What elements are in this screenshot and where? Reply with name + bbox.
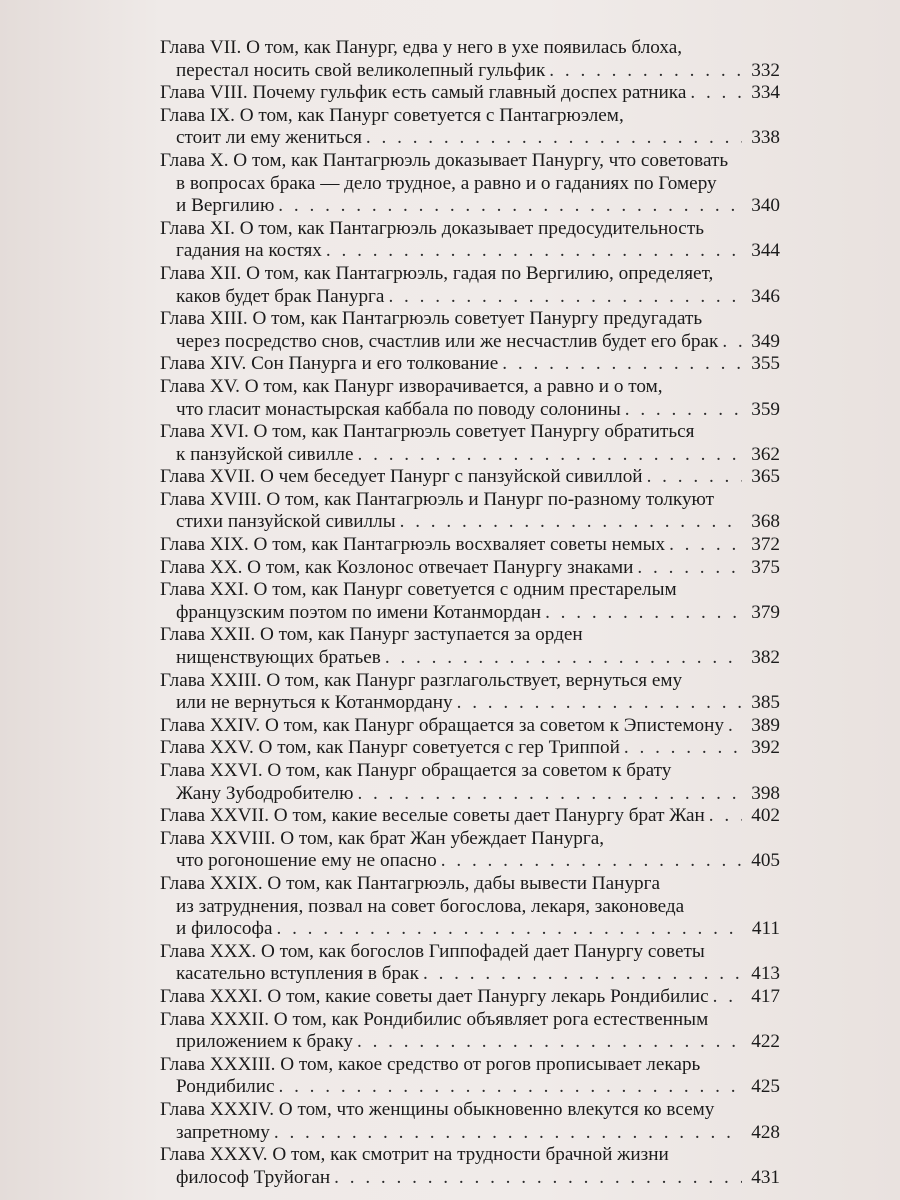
- toc-entry-text: Глава XXVIII. О том, как брат Жан убеждает Панурга,: [160, 827, 605, 849]
- toc-entry-text: Глава XXXIII. О том, какое средство от рогов прописывает лекарь: [160, 1053, 701, 1075]
- toc-entry-continuation: [160, 127, 780, 150]
- toc-entry-line: [160, 579, 780, 602]
- toc-entry-line: [160, 828, 780, 851]
- toc-entry: [160, 37, 780, 82]
- toc-entry-text: Жану Зубодробителю: [176, 782, 354, 804]
- toc-entry-text: гадания на костях: [176, 240, 322, 262]
- dot-leader: [722, 331, 742, 354]
- toc-entry-text: философ Труйоган: [176, 1166, 331, 1188]
- toc-entry-continuation: [160, 60, 780, 83]
- dot-leader: [385, 647, 742, 670]
- toc-entry: [160, 353, 780, 376]
- toc-entry-line: [160, 986, 780, 1009]
- toc-entry: [160, 828, 780, 873]
- toc-entry: [160, 715, 780, 738]
- toc-entry-text: что гласит монастырская каббала по поводу солонины: [176, 398, 621, 420]
- toc-entry-line: [160, 150, 780, 173]
- page-number: 411: [751, 918, 780, 940]
- page-number: 346: [751, 285, 780, 307]
- toc-entry-line: [160, 105, 780, 128]
- page-number: 417: [751, 985, 780, 1007]
- page-number: 368: [751, 511, 780, 533]
- toc-entry-text: Глава VII. О том, как Панург, едва у него в ухе появилась блоха,: [160, 37, 683, 58]
- toc-entry-text: Глава XVI. О том, как Пантагрюэль советует Панургу обратиться: [160, 421, 695, 443]
- toc-entry-line: [160, 805, 780, 828]
- toc-entry-text: Глава X. О том, как Пантагрюэль доказывает Панургу, что советовать: [160, 149, 729, 171]
- toc-entry-line: [160, 624, 780, 647]
- toc-entry-line: [160, 670, 780, 693]
- toc-entry-continuation: [160, 1167, 780, 1190]
- toc-entry-text: стоит ли ему жениться: [176, 127, 362, 149]
- toc-entry-continuation: [160, 963, 780, 986]
- toc-entry-line: [160, 1144, 780, 1167]
- toc-entry: [160, 489, 780, 534]
- toc-entry-continuation: [160, 331, 780, 354]
- toc-entry-continuation: [160, 1076, 780, 1099]
- toc-entry-text: из затруднения, позвал на совет богослова, лекаря, законоведа: [176, 895, 685, 917]
- toc-entry-line: [160, 737, 780, 760]
- toc-entry-text: или не вернуться к Котанмордану: [176, 692, 453, 714]
- toc-entry-continuation: [160, 602, 780, 625]
- toc-entry: [160, 557, 780, 580]
- dot-leader: [647, 466, 742, 489]
- dot-leader: [358, 444, 742, 467]
- dot-leader: [400, 511, 742, 534]
- toc-entry-text: Глава XXXIV. О том, что женщины обыкновенно влекутся ко всему: [160, 1098, 715, 1120]
- dot-leader: [274, 1122, 742, 1145]
- toc-entry-text: Глава XXIII. О том, как Панург разглагольствует, вернуться ему: [160, 669, 683, 691]
- page-number: 382: [751, 647, 780, 669]
- dot-leader: [709, 805, 742, 828]
- toc-entry-text: стихи панзуйской сивиллы: [176, 511, 396, 533]
- toc-entry-text: приложением к браку: [176, 1031, 353, 1053]
- dot-leader: [637, 557, 742, 580]
- page-number: 431: [751, 1166, 780, 1188]
- dot-leader: [366, 127, 742, 150]
- toc-entry: [160, 421, 780, 466]
- page-number: 392: [751, 737, 780, 759]
- toc-entry: [160, 737, 780, 760]
- page-number: 344: [751, 240, 780, 262]
- toc-entry: [160, 82, 780, 105]
- toc-entry-continuation: [160, 850, 780, 873]
- toc-entry: [160, 624, 780, 669]
- page-number: 375: [751, 556, 780, 578]
- toc-entry-continuation: [160, 896, 780, 919]
- dot-leader: [423, 963, 742, 986]
- dot-leader: [388, 286, 742, 309]
- toc-entry-text: касательно вступления в брак: [176, 963, 419, 985]
- toc-entry-text: нищенствующих братьев: [176, 647, 381, 669]
- toc-entry-continuation: [160, 173, 780, 196]
- toc-entry-text: Глава XV. О том, как Панург изворачивается, а равно и о том,: [160, 375, 663, 397]
- page-number: 362: [751, 443, 780, 465]
- toc-entry: [160, 105, 780, 150]
- page-number: 365: [751, 466, 780, 488]
- toc-entry-line: [160, 1054, 780, 1077]
- page-number: 413: [751, 963, 780, 985]
- toc-entry-continuation: [160, 286, 780, 309]
- page-number: 355: [751, 353, 780, 375]
- toc-entry-text: запретному: [176, 1121, 270, 1143]
- toc-entry-text: Глава XVII. О чем беседует Панург с панзуйской сивиллой: [160, 466, 643, 488]
- toc-entry-text: Глава XXII. О том, как Панург заступается за орден: [160, 624, 583, 646]
- toc-entry: [160, 466, 780, 489]
- toc-entry: [160, 805, 780, 828]
- toc-entry-text: что рогоношение ему не опасно: [176, 850, 437, 872]
- toc-entry: [160, 670, 780, 715]
- toc-entry-text: Рондибилис: [176, 1076, 275, 1098]
- toc-entry-continuation: [160, 1031, 780, 1054]
- toc-entry-text: Глава XIX. О том, как Пантагрюэль восхваляет советы немых: [160, 534, 666, 556]
- toc-entry-text: через посредство снов, счастлив или же несчастлив будет его брак: [176, 330, 719, 352]
- toc-entry-line: [160, 760, 780, 783]
- dot-leader: [728, 715, 742, 738]
- toc-entry-line: [160, 534, 780, 557]
- toc-entry: [160, 760, 780, 805]
- toc-entry-continuation: [160, 918, 780, 941]
- toc-entry-continuation: [160, 1122, 780, 1145]
- dot-leader: [625, 399, 742, 422]
- toc-entry-continuation: [160, 647, 780, 670]
- page-number: 372: [751, 534, 780, 556]
- dot-leader: [690, 82, 742, 105]
- toc-entry: [160, 941, 780, 986]
- toc-entry-text: Глава XIV. Сон Панурга и его толкование: [160, 353, 499, 375]
- toc-entry: [160, 579, 780, 624]
- dot-leader: [357, 783, 742, 806]
- toc-entry-text: Глава XXIX. О том, как Пантагрюэль, дабы вывести Панурга: [160, 872, 661, 894]
- page-number: 340: [751, 195, 780, 217]
- toc-entry-text: Глава XI. О том, как Пантагрюэль доказывает предосудительность: [160, 217, 704, 239]
- dot-leader: [276, 918, 742, 941]
- dot-leader: [545, 602, 742, 625]
- toc-entry-line: [160, 1099, 780, 1122]
- page-number: 338: [751, 127, 780, 149]
- toc-entry-text: Глава XXXII. О том, как Рондибилис объявляет рога естественным: [160, 1008, 709, 1030]
- toc-entry-continuation: [160, 195, 780, 218]
- page-number: 334: [751, 82, 780, 104]
- toc-entry: [160, 308, 780, 353]
- dot-leader: [357, 1031, 742, 1054]
- toc-entry-text: Глава XII. О том, как Пантагрюэль, гадая по Вергилию, определяет,: [160, 262, 714, 284]
- toc-entry-line: [160, 1009, 780, 1032]
- toc-entry-text: Глава XXI. О том, как Панург советуется с одним престарелым: [160, 579, 677, 601]
- toc-entry-line: [160, 353, 780, 376]
- toc-entry-text: Глава XXIV. О том, как Панург обращается за советом к Эпистемону: [160, 714, 724, 736]
- toc-entry-text: французским поэтом по имени Котанмордан: [176, 601, 542, 623]
- page-number: 385: [751, 692, 780, 714]
- page-number: 379: [751, 601, 780, 623]
- dot-leader: [278, 195, 742, 218]
- dot-leader: [457, 692, 742, 715]
- toc-entry-line: [160, 376, 780, 399]
- toc-entry: [160, 263, 780, 308]
- toc-entry-text: и философа: [176, 918, 273, 940]
- page-number: 422: [751, 1031, 780, 1053]
- page-number: 402: [751, 805, 780, 827]
- page-number: 398: [751, 782, 780, 804]
- toc-entry-line: [160, 421, 780, 444]
- dot-leader: [624, 737, 742, 760]
- dot-leader: [502, 353, 742, 376]
- toc-entry-text: Глава IX. О том, как Панург советуется с Пантагрюэлем,: [160, 104, 624, 126]
- toc-entry-text: в вопросах брака — дело трудное, а равно и о гаданиях по Гомеру: [176, 172, 717, 194]
- table-of-contents: [160, 37, 780, 1189]
- toc-entry-text: Глава XIII. О том, как Пантагрюэль советует Панургу предугадать: [160, 308, 703, 330]
- toc-entry: [160, 534, 780, 557]
- toc-entry-continuation: [160, 783, 780, 806]
- toc-entry-text: Глава VIII. Почему гульфик есть самый главный доспех ратника: [160, 82, 687, 104]
- toc-entry-line: [160, 263, 780, 286]
- page-number: 389: [751, 714, 780, 736]
- dot-leader: [334, 1167, 742, 1190]
- toc-entry-text: Глава XXVI. О том, как Панург обращается за советом к брату: [160, 760, 672, 781]
- page-number: 405: [751, 850, 780, 872]
- toc-entry-continuation: [160, 399, 780, 422]
- dot-leader: [713, 986, 742, 1009]
- page-number: 349: [751, 330, 780, 352]
- toc-entry: [160, 1099, 780, 1144]
- toc-entry-continuation: [160, 692, 780, 715]
- toc-entry-text: Глава XXXV. О том, как смотрит на трудности брачной жизни: [160, 1144, 669, 1166]
- toc-entry-text: Глава XXV. О том, как Панург советуется с гер Триппой: [160, 737, 620, 759]
- toc-entry-continuation: [160, 240, 780, 263]
- toc-entry-line: [160, 715, 780, 738]
- toc-entry: [160, 376, 780, 421]
- toc-entry-text: Глава XXXI. О том, какие советы дает Панургу лекарь Рондибилис: [160, 985, 709, 1007]
- toc-entry: [160, 1144, 780, 1189]
- toc-entry: [160, 1054, 780, 1099]
- toc-entry: [160, 1009, 780, 1054]
- toc-entry-line: [160, 466, 780, 489]
- dot-leader: [278, 1076, 742, 1099]
- toc-entry: [160, 218, 780, 263]
- toc-entry-text: Глава XVIII. О том, как Пантагрюэль и Панург по-разному толкуют: [160, 488, 715, 510]
- toc-entry-line: [160, 557, 780, 580]
- toc-entry-line: [160, 218, 780, 241]
- toc-entry-text: и Вергилию: [176, 195, 275, 217]
- toc-entry-line: [160, 82, 780, 105]
- dot-leader: [549, 60, 742, 83]
- toc-entry-text: к панзуйской сивилле: [176, 443, 354, 465]
- toc-entry-text: Глава XXVII. О том, какие веселые советы дает Панургу брат Жан: [160, 805, 705, 827]
- toc-entry: [160, 986, 780, 1009]
- dot-leader: [326, 240, 742, 263]
- toc-entry-continuation: [160, 511, 780, 534]
- toc-entry-text: Глава XXX. О том, как богослов Гиппофадей дает Панургу советы: [160, 940, 705, 962]
- dot-leader: [441, 850, 742, 873]
- toc-entry-text: перестал носить свой великолепный гульфик: [176, 59, 546, 81]
- toc-entry-line: [160, 308, 780, 331]
- toc-entry-text: каков будет брак Панурга: [176, 285, 385, 307]
- toc-entry-text: Глава XX. О том, как Козлонос отвечает Панургу знаками: [160, 556, 634, 578]
- dot-leader: [669, 534, 742, 557]
- page-number: 359: [751, 398, 780, 420]
- toc-entry-continuation: [160, 444, 780, 467]
- page-number: 332: [751, 59, 780, 81]
- toc-entry: [160, 150, 780, 218]
- toc-entry-line: [160, 489, 780, 512]
- toc-entry-line: [160, 873, 780, 896]
- toc-entry-line: [160, 37, 780, 60]
- toc-entry-line: [160, 941, 780, 964]
- toc-entry: [160, 873, 780, 941]
- page-number: 425: [751, 1076, 780, 1098]
- page-number: 428: [751, 1121, 780, 1143]
